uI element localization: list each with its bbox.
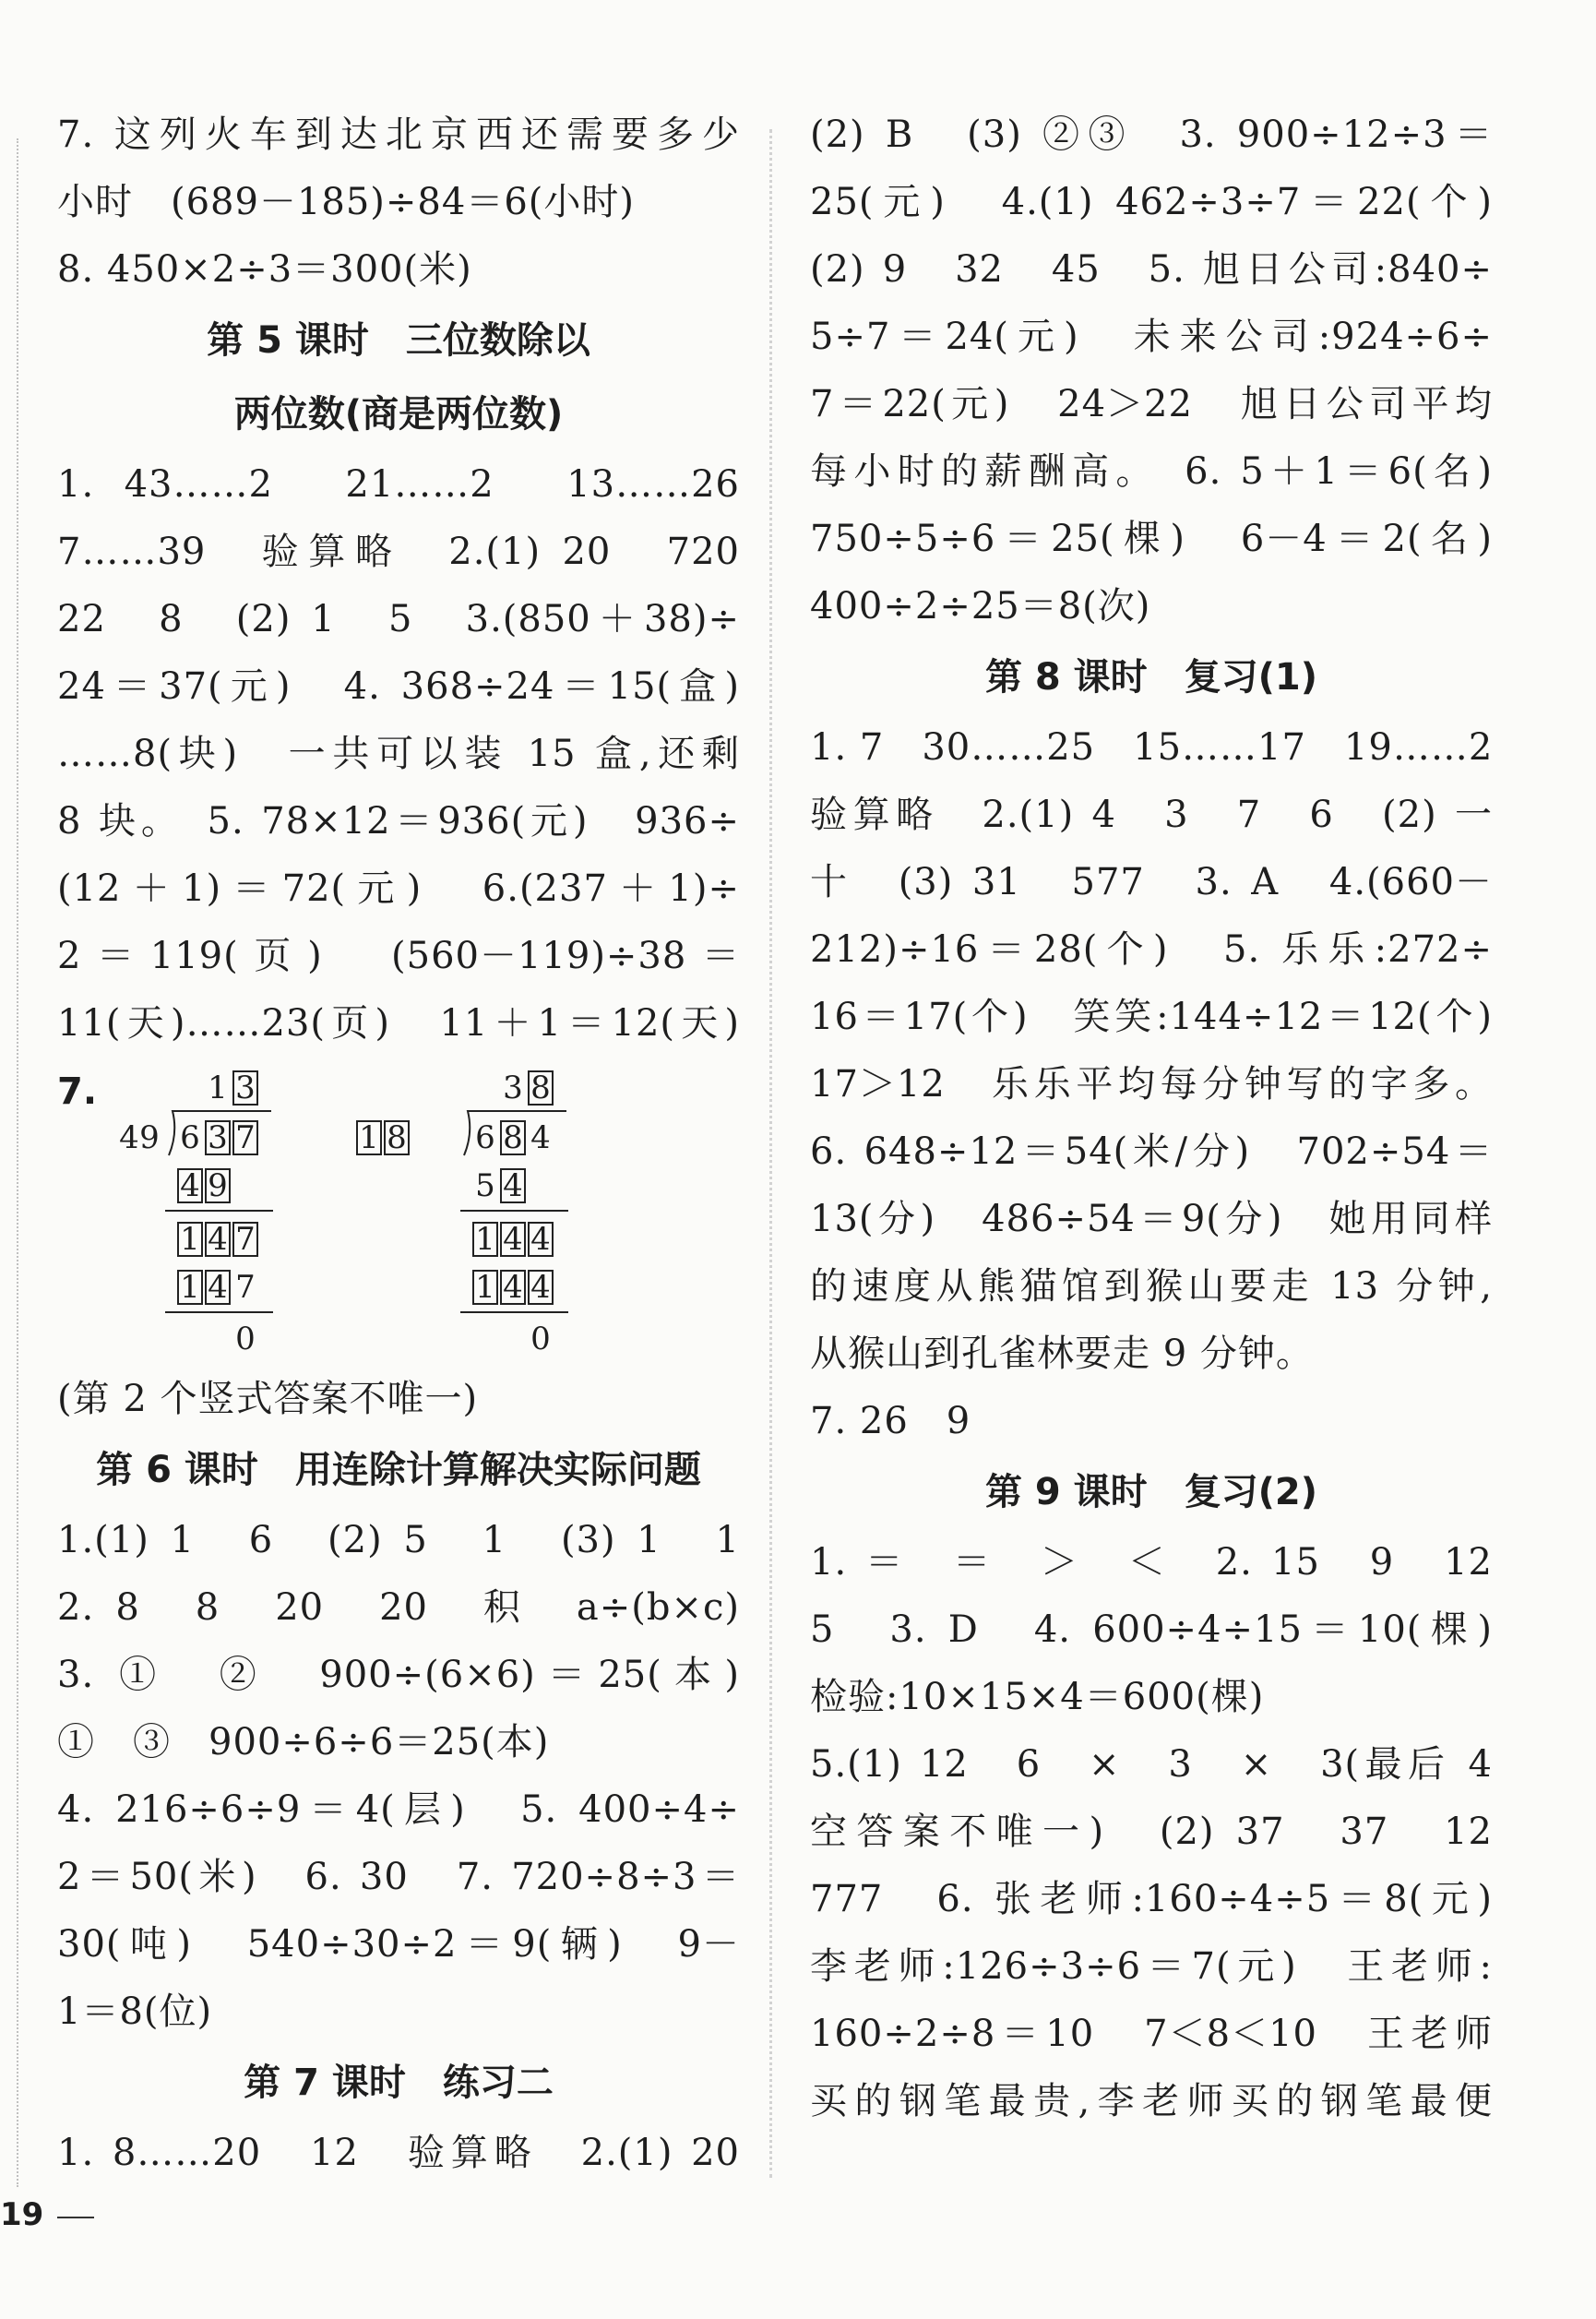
remainder-digit: 1 bbox=[180, 1221, 200, 1258]
remainder-digit: 1 bbox=[475, 1221, 495, 1258]
answer-line: 5 3. D 4. 600÷4÷15＝10(棵) bbox=[810, 1608, 1493, 1651]
answer-line: 验算略 2.(1) 4 3 7 6 (2) 一 bbox=[810, 794, 1493, 836]
answer-line: 7＝22(元) 24＞22 旭日公司平均 bbox=[810, 383, 1493, 425]
answer-line: 25(元) 4.(1) 462÷3÷7＝22(个) bbox=[810, 181, 1493, 223]
answer-line: 7. 26 9 bbox=[810, 1400, 971, 1442]
partial-product-digit: 1 bbox=[180, 1269, 200, 1306]
answer-line: 2＝119(页) (560－119)÷38＝ bbox=[57, 935, 740, 977]
lesson-5-heading-line-2: 两位数(商是两位数) bbox=[233, 393, 564, 436]
dividend-digit: 3 bbox=[208, 1119, 228, 1156]
answer-line: 1＝8(位) bbox=[57, 1990, 213, 2033]
partial-product-digit: 9 bbox=[208, 1167, 228, 1204]
partial-product-digit: 4 bbox=[530, 1269, 551, 1306]
lesson-5-heading-line-1: 第 5 课时 三位数除以 bbox=[207, 319, 590, 362]
lesson-8-heading: 第 8 课时 复习(1) bbox=[984, 656, 1318, 699]
final-remainder-digit: 0 bbox=[235, 1321, 256, 1357]
answer-line: 3. ① ② 900÷(6×6)＝25(本) bbox=[57, 1654, 740, 1696]
dividend-digit: 6 bbox=[475, 1119, 495, 1156]
divisor-digit: 8 bbox=[387, 1119, 407, 1156]
answer-line: 17＞12 乐乐平均每分钟写的字多。 bbox=[810, 1063, 1493, 1106]
dividend-digit: 8 bbox=[503, 1119, 523, 1156]
note-line: (第 2 个竖式答案不唯一) bbox=[57, 1378, 479, 1420]
answer-line: 1. ＝ ＝ ＞ ＜ 2. 15 9 12 bbox=[810, 1541, 1493, 1584]
partial-product-digit: 7 bbox=[235, 1269, 256, 1306]
answer-line: 小时 (689－185)÷84＝6(小时) bbox=[57, 181, 635, 223]
answer-line: 2. 8 8 20 20 积 a÷(b×c) bbox=[57, 1586, 740, 1629]
divisor-digit: 4 bbox=[119, 1119, 139, 1156]
answer-line: 24＝37(元) 4. 368÷24＝15(盒) bbox=[57, 665, 740, 708]
partial-product-digit: 5 bbox=[475, 1167, 495, 1204]
answer-line: 2＝50(米) 6. 30 7. 720÷8÷3＝ bbox=[57, 1856, 740, 1898]
binding-edge-line bbox=[17, 138, 18, 2187]
answer-line: 每小时的薪酬高。 6. 5＋1＝6(名) bbox=[810, 450, 1493, 493]
remainder-digit: 4 bbox=[503, 1221, 523, 1258]
answer-line: 5÷7＝24(元) 未来公司:924÷6÷ bbox=[810, 316, 1493, 358]
answer-line: 的速度从熊猫馆到猴山要走 13 分钟, bbox=[810, 1265, 1493, 1308]
lesson-7-heading: 第 7 课时 练习二 bbox=[244, 2062, 554, 2104]
partial-product-digit: 4 bbox=[503, 1269, 523, 1306]
answer-line: 1. 43……2 21……2 13……26 bbox=[57, 463, 740, 506]
answer-line: 212)÷16＝28(个) 5. 乐乐:272÷ bbox=[810, 928, 1493, 971]
left-column bbox=[57, 102, 740, 2187]
answer-line: 5.(1) 12 6 × 3 × 3(最后 4 bbox=[810, 1743, 1493, 1786]
answer-line: 李老师:126÷3÷6＝7(元) 王老师: bbox=[810, 1945, 1493, 1988]
long-division-svg bbox=[57, 1061, 740, 1366]
quotient-digit: 3 bbox=[235, 1070, 256, 1106]
quotient-digit: 8 bbox=[530, 1070, 551, 1106]
page-number: 19 bbox=[0, 2196, 44, 2233]
lesson-9-heading: 第 9 课时 复习(2) bbox=[984, 1471, 1318, 1513]
answer-line: 22 8 (2) 1 5 3.(850＋38)÷ bbox=[57, 598, 740, 640]
dividend-digit: 7 bbox=[235, 1119, 256, 1156]
answer-line: ……8(块) 一共可以装 15 盒,还剩 bbox=[57, 733, 740, 775]
lesson-6-heading: 第 6 课时 用连除计算解决实际问题 bbox=[96, 1449, 701, 1491]
partial-product-digit: 1 bbox=[475, 1269, 495, 1306]
divisor-digit: 1 bbox=[359, 1119, 379, 1156]
answer-line: ① ③ 900÷6÷6＝25(本) bbox=[57, 1721, 550, 1763]
answer-line: 8. 450×2÷3＝300(米) bbox=[57, 248, 472, 291]
answer-line: 7……39 验算略 2.(1) 20 720 bbox=[57, 531, 740, 573]
quotient-digit: 3 bbox=[503, 1070, 523, 1106]
right-column bbox=[810, 102, 1493, 2135]
answer-line: 检验:10×15×4＝600(棵) bbox=[810, 1676, 1265, 1718]
answer-line: 十 (3) 31 577 3. A 4.(660－ bbox=[810, 861, 1493, 903]
answer-line: (12＋1)＝72(元) 6.(237＋1)÷ bbox=[57, 867, 740, 910]
answer-line: 4. 216÷6÷9＝4(层) 5. 400÷4÷ bbox=[57, 1788, 740, 1831]
page-number-dash bbox=[57, 2217, 94, 2218]
long-division-figure bbox=[57, 1061, 740, 1366]
answer-line: 16＝17(个) 笑笑:144÷12＝12(个) bbox=[810, 996, 1493, 1038]
partial-product-digit: 4 bbox=[208, 1269, 228, 1306]
answer-line: 8 块。 5. 78×12＝936(元) 936÷ bbox=[57, 800, 740, 843]
answer-line: 1.(1) 1 6 (2) 5 1 (3) 1 1 bbox=[57, 1519, 740, 1561]
divisor-digit: 9 bbox=[139, 1119, 160, 1156]
answer-line: 空答案不唯一) (2) 37 37 12 bbox=[810, 1811, 1493, 1853]
answer-line: 从猴山到孔雀林要走 9 分钟。 bbox=[810, 1333, 1314, 1375]
remainder-digit: 7 bbox=[235, 1221, 256, 1258]
answer-line: (2) 9 32 45 5. 旭日公司:840÷ bbox=[810, 248, 1493, 291]
remainder-digit: 4 bbox=[208, 1221, 228, 1258]
long-division-label: 7. bbox=[57, 1070, 98, 1113]
quotient-digit: 1 bbox=[208, 1070, 228, 1106]
dividend-digit: 4 bbox=[530, 1119, 551, 1156]
dividend-digit: 6 bbox=[180, 1119, 200, 1156]
answer-line: 750÷5÷6＝25(棵) 6－4＝2(名) bbox=[810, 518, 1493, 560]
answer-line: (2) B (3) ②③ 3. 900÷12÷3＝ bbox=[810, 114, 1493, 156]
answer-line: 400÷2÷25＝8(次) bbox=[810, 585, 1151, 628]
answer-line: 7. 这列火车到达北京西还需要多少 bbox=[57, 114, 740, 156]
answer-line: 160÷2÷8＝10 7＜8＜10 王老师 bbox=[810, 2013, 1493, 2055]
answer-line: 13(分) 486÷54＝9(分) 她用同样 bbox=[810, 1198, 1493, 1240]
column-divider bbox=[769, 129, 772, 2178]
answer-line: 11(天)……23(页) 11＋1＝12(天) bbox=[57, 1002, 740, 1045]
answer-line: 30(吨) 540÷30÷2＝9(辆) 9－ bbox=[57, 1923, 740, 1966]
partial-product-digit: 4 bbox=[503, 1167, 523, 1204]
remainder-digit: 4 bbox=[530, 1221, 551, 1258]
answer-line: 1. 8……20 12 验算略 2.(1) 20 bbox=[57, 2132, 740, 2174]
answer-line: 6. 648÷12＝54(米/分) 702÷54＝ bbox=[810, 1130, 1493, 1173]
answer-line: 777 6. 张老师:160÷4÷5＝8(元) bbox=[810, 1878, 1493, 1920]
partial-product-digit: 4 bbox=[180, 1167, 200, 1204]
final-remainder-digit: 0 bbox=[530, 1321, 551, 1357]
answer-line: 1. 7 30……25 15……17 19……2 bbox=[810, 726, 1494, 769]
answer-line: 买的钢笔最贵,李老师买的钢笔最便 bbox=[810, 2080, 1493, 2122]
